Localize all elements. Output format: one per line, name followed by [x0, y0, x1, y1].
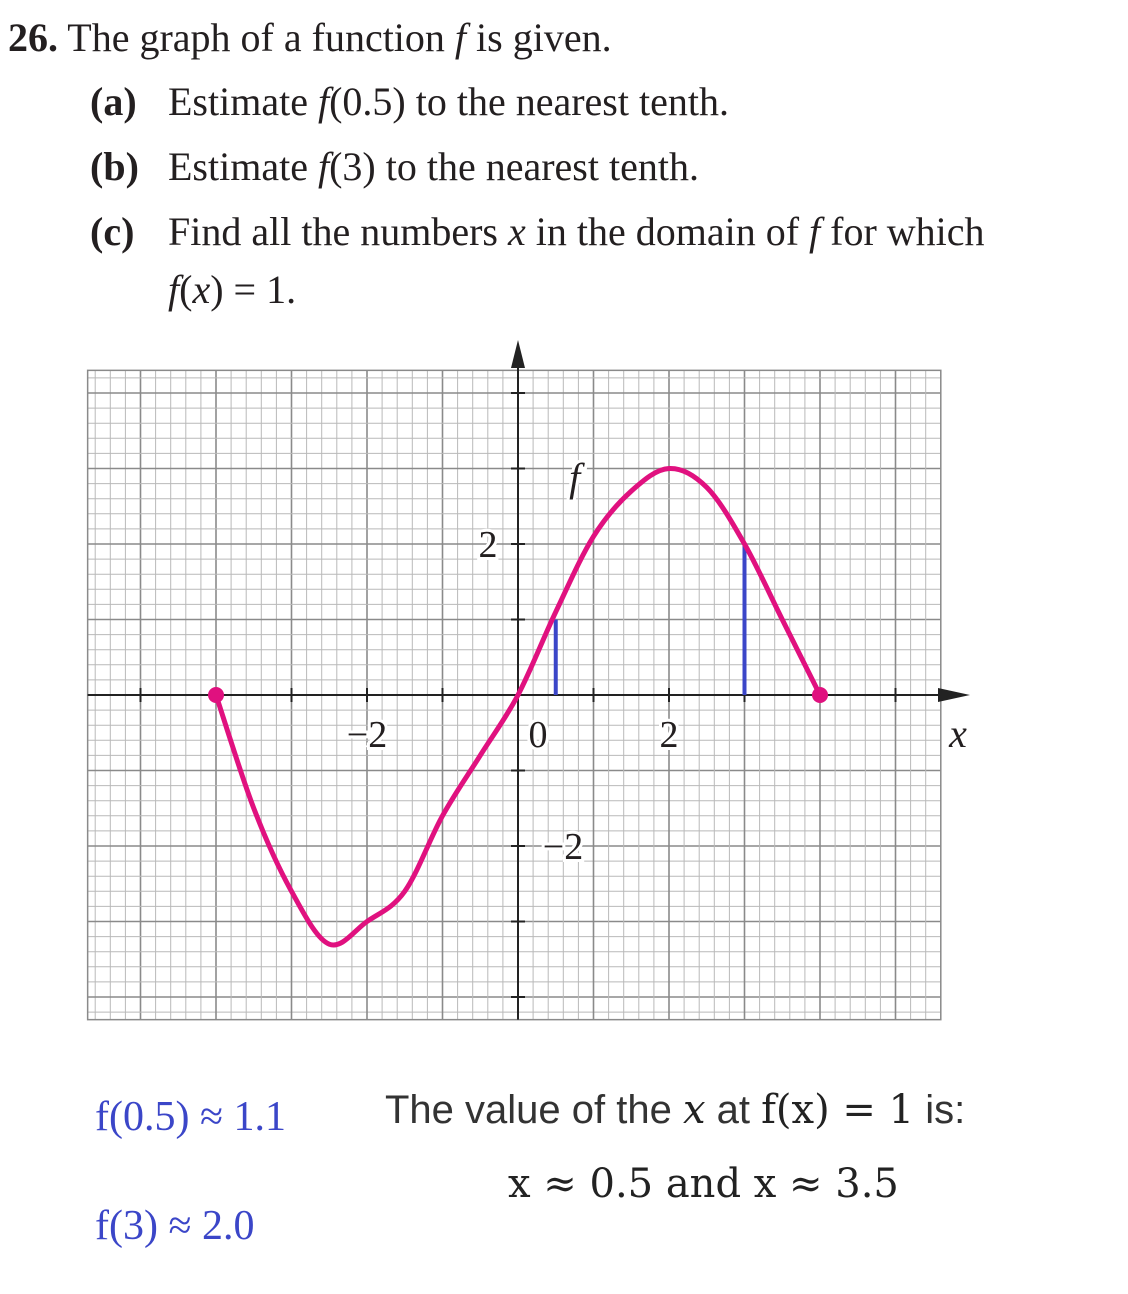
part-a-label: (a)	[90, 79, 137, 124]
function-label: f	[569, 455, 581, 501]
endpoint-dot	[208, 687, 224, 703]
part-c-line2-f: f	[168, 267, 180, 312]
x-tick-label: 0	[528, 714, 548, 756]
part-a-post: to the nearest tenth.	[405, 79, 729, 124]
part-b-pre: Estimate	[168, 144, 318, 189]
part-b	[90, 144, 699, 189]
part-c-var: x	[507, 209, 526, 254]
y-axis-arrow	[511, 340, 525, 368]
part-b-post: to the nearest tenth.	[375, 144, 699, 189]
x-tick-label: −2	[346, 714, 388, 756]
x-tick-label: 2	[659, 714, 679, 756]
part-c-line2	[168, 267, 297, 312]
endpoint-dot	[812, 687, 828, 703]
part-c-line2-open: (	[179, 267, 193, 312]
answer-a: f(0.5) ≈ 1.1	[95, 1094, 287, 1140]
part-c-line2-close: )	[210, 267, 224, 312]
part-b-label: (b)	[90, 144, 139, 189]
part-c-post: for which	[820, 209, 985, 254]
answer-c-mid: at	[705, 1088, 762, 1132]
part-c-label: (c)	[90, 209, 135, 254]
part-a	[90, 79, 729, 124]
part-a-f: f	[317, 79, 330, 124]
answer-c-post: is:	[914, 1088, 966, 1132]
answer-c-line2: x ≈ 0.5 and x ≈ 3.5	[508, 1161, 899, 1207]
x-axis-arrow	[938, 688, 970, 702]
intro-f: f	[454, 15, 467, 60]
problem-number: 26.	[8, 15, 58, 60]
part-b-args: (3)	[329, 144, 376, 189]
function-graph	[0, 320, 1128, 1040]
answer-c-expr: f(x) = 1	[761, 1087, 915, 1133]
answer-b: f(3) ≈ 2.0	[95, 1203, 255, 1249]
problem-intro	[8, 15, 612, 60]
part-c	[90, 209, 985, 254]
part-c-line2-rest: = 1.	[223, 267, 297, 312]
y-tick-label: 2	[478, 524, 498, 566]
part-c-pre: Find all the numbers	[168, 209, 508, 254]
answer-c-line1	[385, 1087, 966, 1133]
part-c-mid: in the domain of	[525, 209, 810, 254]
x-axis-label: x	[949, 711, 967, 756]
y-tick-label: −2	[542, 826, 584, 868]
part-a-pre: Estimate	[168, 79, 318, 124]
intro-pre: The graph of a function	[67, 15, 455, 60]
part-c-fvar: f	[809, 209, 821, 254]
answer-c-pre: The value of the	[385, 1088, 683, 1132]
part-a-args: (0.5)	[329, 79, 406, 124]
part-b-f: f	[317, 144, 330, 189]
answer-c-x: x	[682, 1087, 706, 1133]
part-c-line2-x: x	[192, 267, 211, 312]
intro-post: is given.	[466, 15, 612, 60]
